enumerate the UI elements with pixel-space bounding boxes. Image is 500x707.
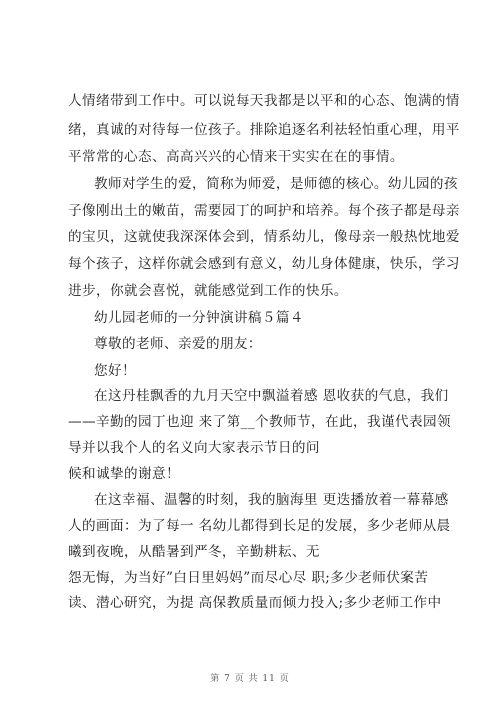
- body-text-line: 子像刚出土的嫩苗，需要园丁的呵护和培养。每个孩子都是母亲: [68, 203, 460, 219]
- body-text-line: 在这幸福、温馨的时刻，我的脑海里 更迭播放着一幕幕感: [94, 492, 449, 508]
- body-text-line: 绪，真诚的对待每一位孩子。排除追逐名利祛轻怕重心理，用平: [68, 122, 460, 138]
- body-text-line: 候和诚挚的谢意！: [68, 466, 180, 482]
- salutation: 尊敬的老师、亲爱的朋友：: [94, 336, 262, 352]
- page-number-footer: 第 7 页 共 11 页: [210, 674, 290, 684]
- body-text-line: 怨无悔，为当好”白日里妈妈”而尽心尽 职;多少老师伏案苦: [68, 570, 429, 586]
- body-text-line: 的宝贝，这就使我深深体会到，情系幼儿，像母亲一般热忱地爱: [68, 229, 460, 245]
- body-text-line: 在这丹桂飘香的九月天空中飘溢着感 恩收获的气息，我们: [94, 388, 449, 404]
- body-text-line: 教师对学生的爱，简称为师爱，是师德的核心。幼儿园的孩: [94, 176, 458, 192]
- body-text-line: 每个孩子，这样你就会感到有意义，幼儿身体健康，快乐，学习: [68, 256, 460, 272]
- body-text-line: 人的画面：为了每一 名幼儿都得到长足的发展，多少老师从晨: [68, 518, 451, 534]
- section-heading: 幼儿园老师的一分钟演讲稿５篇４: [94, 310, 304, 326]
- body-text-line: ——辛勤的园丁也迎 来了第__个教师节，在此，我谨代表园领: [68, 414, 451, 430]
- body-text-line: 人情绪带到工作中。可以说每天我都是以平和的心态、饱满的情: [68, 93, 460, 109]
- body-text-line: 曦到夜晚，从酷暑到严冬，辛勤耕耘、无: [68, 544, 320, 560]
- body-text-line: 进步，你就会喜悦，就能感觉到工作的快乐。: [68, 283, 348, 299]
- greeting: 您好！: [94, 363, 136, 379]
- body-text-line: 读、潜心研究，为提 高保教质量而倾力投入;多少老师工作中: [68, 595, 442, 611]
- body-text-line: 导并以我个人的名义向大家表示节日的问: [68, 440, 320, 456]
- body-text-line: 平常常的心态、高高兴兴的心情来干实实在在的事情。: [68, 149, 404, 165]
